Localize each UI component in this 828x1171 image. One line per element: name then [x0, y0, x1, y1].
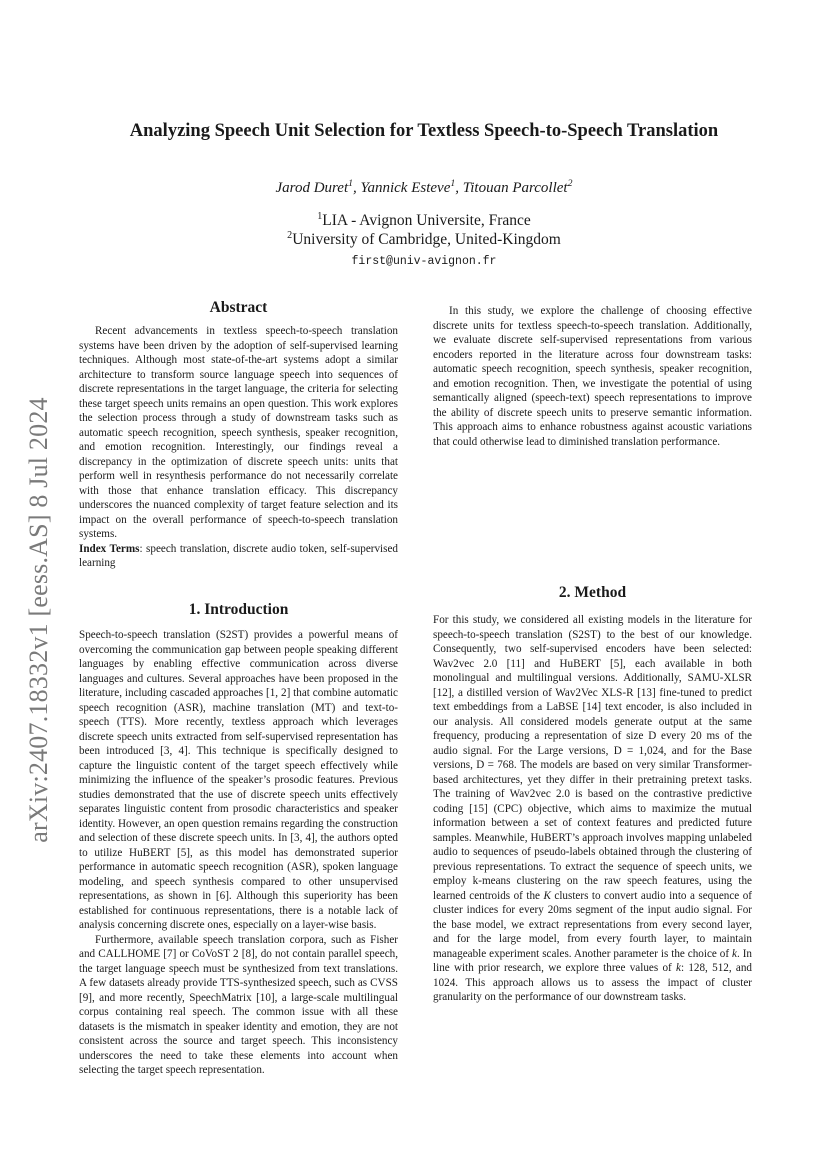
- method-body: [433, 613, 752, 1005]
- arxiv-stamp: [14, 370, 64, 870]
- paragraph: [433, 613, 752, 1005]
- author-separator: ,: [353, 180, 361, 196]
- introduction-body: [79, 628, 398, 1078]
- paragraph: Furthermore, available speech translation corpora, such as Fisher and CALLHOME [7] or CoVoST 2 [8], do not contain parallel speech, the target language speech must be synthesized from text translations. A few datasets already provide TTS-synthesized speech, such as CVSS [9], and more recently, SpeechMatrix [10], a large-scale multilingual corpus containing real speech. The common issue with all these datasets is the mismatch in speaker identity and emotion, they are not consistent across the source and target speech. This inconsistency underscores the need to take these elements into account when selecting the target speech representation.: [79, 933, 398, 1076]
- affiliation-mark: 2: [287, 229, 293, 241]
- index-terms-text: : speech translation, discrete audio token, self-supervised learning: [79, 542, 398, 569]
- author-name: Yannick Esteve: [360, 180, 451, 196]
- introduction-continued: [433, 304, 752, 449]
- affiliation-mark: 1: [317, 210, 323, 222]
- math-variable: k: [676, 962, 681, 974]
- abstract-body: [79, 324, 398, 571]
- paragraph: Speech-to-speech translation (S2ST) provides a powerful means of overcoming the communication gap between people speaking different languages by enabling effective communication across diverse languages and cultures. Several approaches have been proposed in the literature, including cascaded approaches [1, 2] that combine automatic speech recognition (ASR), machine translation (MT) and text-to-speech (TTS). More recently, textless approach which leverages discrete speech units extracted from self-supervised representation has been introduced [3, 4]. This technique is specifically designed to capture the linguistic content of the target speech effectively while minimizing the influence of the speaker’s prosodic features. Previous studies demonstrated that the use of discrete speech units effectively separates linguistic content from prosodic characteristics and speaker identity. However, an open question remains regarding the construction and selection of these discrete speech units. In [3, 4], the authors opted to utilize HuBERT [5], as this model has demonstrated superior performance in automatic speech recognition (ASR), spoken language modeling, and speech synthesis compared to other unsupervised representations, as shown in [6]. Although this superiority has been established for continuous representations, there is a notable lack of analysis concerning discrete ones, especially on a layer-wise basis.: [79, 629, 398, 931]
- affiliation: [60, 212, 788, 230]
- author-affiliation-mark: 1: [450, 178, 456, 189]
- affiliation: [60, 231, 788, 249]
- affiliation-text: University of Cambridge, United-Kingdom: [292, 231, 561, 248]
- paragraph-text: . In line with prior research, we explore three values of: [433, 947, 752, 974]
- author-name: Jarod Duret: [275, 180, 349, 196]
- author-separator: ,: [455, 180, 463, 196]
- affiliation-text: LIA - Avignon Universite, France: [322, 212, 531, 229]
- author-affiliation-mark: 2: [567, 178, 573, 189]
- paragraph-text: : 128, 512, and 1024. This approach allows us to assess the impact of cluster granularity on the performance of our downstream tasks.: [433, 962, 752, 1003]
- math-variable: k: [732, 947, 737, 960]
- index-terms-label: Index Terms: [79, 542, 140, 555]
- introduction-heading: 1. Introduction: [188, 601, 289, 618]
- paragraph: In this study, we explore the challenge of choosing effective discrete units for textless speech-to-speech translation. Additionally, we evaluate discrete self-supervised representations from various encoders reported in the literature across four downstream tasks: automatic speech recognition, speech synthesis, speaker recognition, and emotion recognition. Then, we investigate the potential of using semantically aligned (speech-text) speech representations to improve the ability of discrete speech units to preserve semantic information. This approach aims to enhance robustness against acoustic variations that could otherwise lead to diminished translation performance.: [433, 305, 752, 448]
- author-list: [60, 180, 788, 197]
- arxiv-identifier: arXiv:2407.18332v1 [eess.AS] 8 Jul 2024: [24, 397, 53, 843]
- paper-title: Analyzing Speech Unit Selection for Textless Speech-to-Speech Translation: [129, 121, 719, 141]
- paragraph-text: clusters to convert audio into a sequence of cluster indices for every 20ms segment of the input audio signal. For the base model, we extract representations from every second layer, and for the large model, from every fourth layer, to maintain manageable experiment scales. Another parameter is the choice of: [433, 889, 752, 960]
- method-heading: 2. Method: [558, 584, 627, 601]
- index-terms: [79, 542, 398, 571]
- paragraph-text: For this study, we considered all existing models in the literature for speech-to-speech translation (S2ST) to the best of our knowledge. Consequently, two self-supervised encoders have been selected: Wav2vec 2.0 [11] and HuBERT [5], each available in both monolingual and multilingual versions. Additionally, SAMU-XLSR [12], a distilled version of Wav2Vec XLS-R [13] fine-tuned to predict text embeddings from a LaBSE [14] text encoder, is also included in our analysis. All considered models generate output at the same frequency, producing a representation of size D every 20 ms of the audio signal. For the Large versions, D = 1,024, and for the Base versions, D = 768. The models are based on very similar Transformer-based architectures, yet they differ in their pretraining pretext tasks. The training of Wav2vec 2.0 is based on the contrastive predictive coding [15] (CPC) objective, which aims to maximize the mutual information between a set of context features and predicted future samples. Meanwhile, HuBERT’s approach involves mapping unlabeled audio to sequences of pseudo-labels obtained through the clustering of previous representations. To extract the sequence of speech units, we employ k-means clustering on the raw speech features, using the learned centroids of the: [433, 614, 752, 902]
- abstract-heading: Abstract: [209, 299, 268, 316]
- contact-email: first@univ-avignon.fr: [351, 255, 497, 268]
- abstract-text: Recent advancements in textless speech-to-speech translation systems have been driven by the adoption of self-supervised learning techniques. Although most state-of-the-art systems adopt a similar architecture to transform source language speech into sequences of discrete representations in the target language, the criteria for selecting these target speech units remains an open question. This work explores the selection process through a study of downstream tasks such as automatic speech recognition, speech synthesis, speaker recognition, and emotion recognition. Interestingly, our findings reveal a discrepancy in the optimization of discrete speech units: units that perform well in resynthesis performance do not necessarily correlate with those that enhance translation efficacy. This discrepancy underscores the nuanced complexity of target feature selection and its impact on the overall performance of speech-to-speech translation systems.: [79, 325, 398, 540]
- author-affiliation-mark: 1: [348, 178, 354, 189]
- author-name: Titouan Parcollet: [462, 180, 568, 196]
- math-variable: K: [543, 889, 551, 902]
